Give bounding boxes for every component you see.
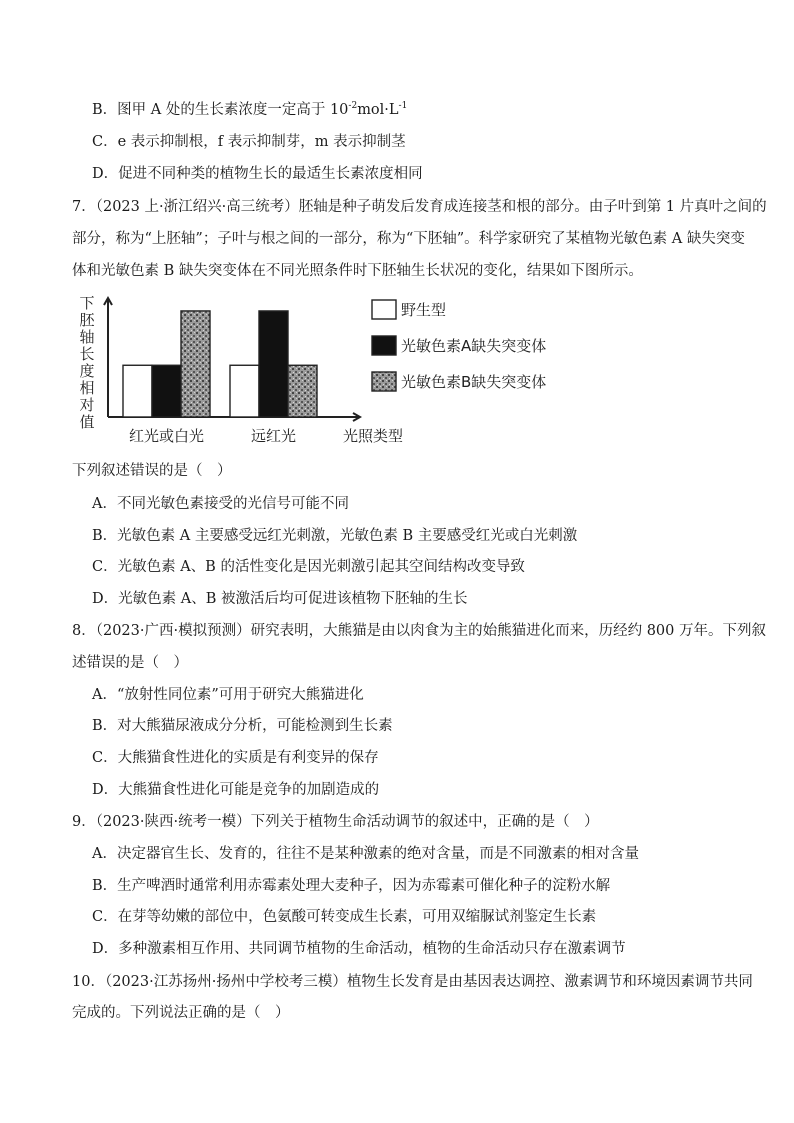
q7-stem-line-3: 体和光敏色素 B 缺失突变体在不同光照条件时下胚轴生长状况的变化，结果如下图所示。: [72, 263, 643, 279]
q7-option-b: B．光敏色素 A 主要感受远红光刺激，光敏色素 B 主要感受红光或白光刺激: [92, 528, 578, 544]
bar-chart: [70, 290, 580, 450]
option-letter: C．: [92, 134, 118, 150]
y-axis-label: 下胚轴长度相对值: [79, 294, 95, 431]
legend-swatch-1: [372, 300, 396, 319]
x-tick-label: 红光或白光: [128, 427, 205, 445]
q7-option-d: D．光敏色素 A、B 被激活后均可促进该植物下胚轴的生长: [92, 591, 468, 607]
legend-swatch-2: [372, 336, 396, 355]
q9-option-d: D．多种激素相互作用、共同调节植物的生命活动，植物的生命活动只存在激素调节: [92, 941, 626, 957]
q7-stem-line-1: 7．（2023 上·浙江绍兴·高三统考）胚轴是种子萌发后发育成连接茎和根的部分。由子叶到第 1 片真叶之间的: [72, 199, 767, 215]
option-text: 促进不同种类的植物生长的最适生长素浓度相同: [118, 166, 423, 182]
q10-stem-line-1: 10．（2023·江苏扬州·扬州中学校考三模）植物生长发育是由基因表达调控、激素调节和环境因素调节共同: [72, 974, 753, 990]
q8-option-c: C．大熊猫食性进化的实质是有利变异的保存: [92, 750, 379, 766]
q6-option-c: [92, 132, 406, 152]
legend-label-1: 野生型: [401, 301, 447, 319]
q6-option-d: [92, 164, 423, 184]
superscript: -1: [398, 101, 408, 111]
q9-stem: 9．（2023·陕西·统考一模）下列关于植物生命活动调节的叙述中，正确的是（ ）: [72, 814, 599, 830]
q8-option-a: A．“放射性同位素”可用于研究大熊猫进化: [92, 687, 364, 703]
option-letter: D．: [92, 166, 119, 182]
legend-label-2: 光敏色素A缺失突变体: [401, 337, 547, 355]
q9-option-a: A．决定器官生长、发育的，往往不是某种激素的绝对含量，而是不同激素的相对含量: [92, 846, 639, 862]
bar-3-1: [181, 311, 210, 417]
bar-2-2: [259, 311, 288, 417]
bar-2-1: [152, 365, 181, 417]
q6-option-b: [92, 100, 407, 120]
q9-option-b: B．生产啤酒时通常利用赤霉素处理大麦种子，因为赤霉素可催化种子的淀粉水解: [92, 878, 611, 894]
option-letter: B．: [92, 102, 118, 118]
option-text: 图甲 A 处的生长素浓度一定高于 10: [117, 102, 349, 118]
q9-option-c: C．在芽等幼嫩的部位中，色氨酸可转变成生长素，可用双缩脲试剂鉴定生长素: [92, 909, 597, 925]
q8-option-b: B．对大熊猫尿液成分分析，可能检测到生长素: [92, 718, 393, 734]
legend-swatch-3: [372, 372, 396, 391]
superscript: -2: [348, 101, 358, 111]
unit-text: mol·L: [357, 102, 399, 118]
bar-1-2: [230, 365, 259, 417]
bar-3-2: [288, 365, 317, 417]
q7-option-c: C．光敏色素 A、B 的活性变化是因光刺激引起其空间结构改变导致: [92, 559, 525, 575]
q8-option-d: D．大熊猫食性进化可能是竞争的加剧造成的: [92, 782, 380, 798]
q7-option-a: A．不同光敏色素接受的光信号可能不同: [92, 496, 349, 512]
q8-stem-line-2: 述错误的是（ ）: [72, 655, 188, 671]
q7-stem-line-2: 部分，称为“上胚轴”；子叶与根之间的一部分，称为“下胚轴”。科学家研究了某植物光敏色素 A 缺失突变: [72, 231, 745, 247]
q8-stem-line-1: 8．（2023·广西·模拟预测）研究表明，大熊猫是由以肉食为主的始熊猫进化而来，历经约 800 万年。下列叙: [72, 623, 766, 639]
q7-question: 下列叙述错误的是（ ）: [72, 463, 232, 479]
option-text: e 表示抑制根，f 表示抑制芽，m 表示抑制茎: [117, 134, 406, 150]
x-axis-label: 光照类型: [342, 427, 404, 445]
bar-1-1: [123, 365, 152, 417]
legend-label-3: 光敏色素B缺失突变体: [401, 373, 547, 391]
q10-stem-line-2: 完成的。下列说法正确的是（ ）: [72, 1005, 290, 1021]
x-tick-label: 远红光: [250, 427, 297, 445]
